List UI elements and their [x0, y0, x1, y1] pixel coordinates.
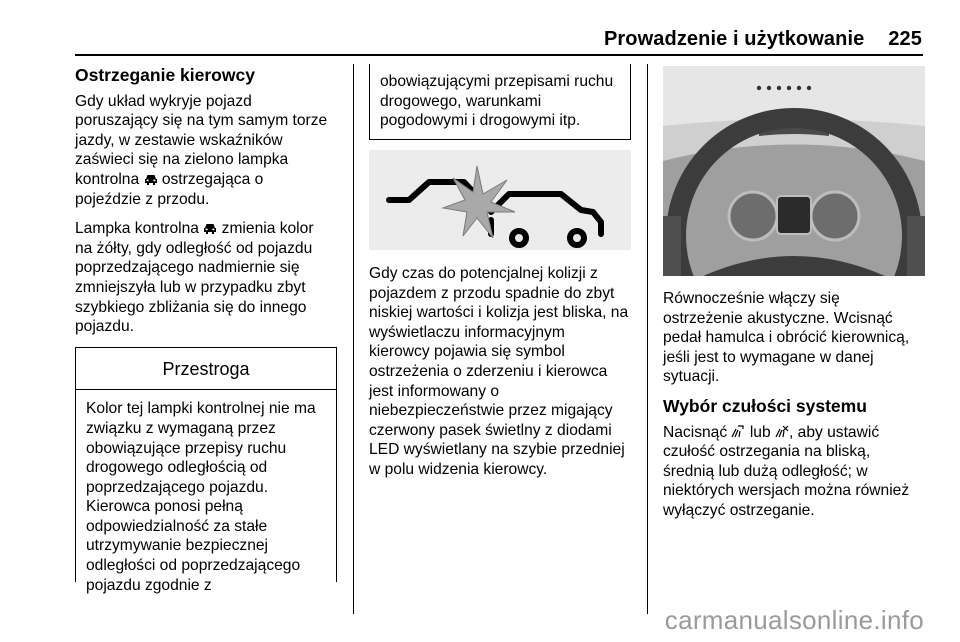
paragraph: [663, 423, 929, 521]
sensitivity-up-icon: [731, 425, 745, 439]
collision-illustration: [369, 150, 631, 250]
collision-graphic: [369, 150, 631, 250]
header-rule: [75, 54, 923, 56]
text-run: , aby ustawić czułość ostrzegania na bliską, średnią lub dużą odległość; w niektórych wersjach można również wyłączyć ostrzeganie.: [663, 423, 910, 519]
section-title: Prowadzenie i użytkowanie: [603, 28, 865, 50]
column-1: [75, 64, 337, 594]
section-heading: Ostrzeganie kierowcy: [75, 65, 255, 85]
text-run: Gdy układ wykryje pojazd poruszający się na tym samym torze jazdy, w zestawie wskaźników zaświeci się na zielono lampka kontrolna: [75, 92, 328, 188]
caution-box: [75, 347, 337, 594]
vehicle-ahead-icon: [144, 173, 158, 186]
text-run: Nacisnąć: [663, 423, 728, 441]
dashboard-graphic: [663, 66, 925, 276]
text-run: zmienia kolor na żółty, gdy odległość od pojazdu poprzedzającego nadmiernie się zmniejszyła lub w przypadku zbyt szybkiego zbliżania się do innego pojazdu.: [75, 220, 314, 336]
paragraph: Równocześnie włączy się ostrzeżenie akustyczne. Wcisnąć pedał hamulca i obrócić kierownicą, jeśli jest to wymagane w danej sytuacji.: [663, 290, 910, 386]
caution-body: Kolor tej lampki kontrolnej nie ma związku z wymaganą przez obowiązujące przepisy ruchu drogowego odległością od poprzedzającego pojazdu. Kierowca ponosi pełną odpowiedzialność za stałe utrzymywanie bezpiecznej odległości od poprzedzającego pojazdu zgodnie z: [86, 400, 316, 594]
column-2-text: [369, 264, 635, 490]
column-2: [369, 64, 631, 140]
vehicle-ahead-icon: [203, 222, 217, 235]
caution-box-continued: obowiązującymi przepisami ruchu drogowego, warunkami pogodowymi i drogowymi itp.: [369, 64, 631, 140]
watermark: carmanualsonline.info: [664, 605, 924, 635]
text-run: ostrzegająca o pojeździe z przodu.: [75, 170, 264, 208]
caution-title: Przestroga: [76, 348, 336, 391]
paragraph: Gdy czas do potencjalnej kolizji z pojazdem z przodu spadnie do zbyt niskiej wartości i kolizja jest bliska, na wyświetlaczu informacyjnym kierowcy pojawia się symbol ostrzeżenia o zderzeniu i kierowca jest informowany o niebezpieczeństwie przez migający czerwony pasek świetlny z diodami LED wyświetlany na szybie przedniej w polu widzenia kierowcy.: [369, 265, 629, 478]
section-heading: Wybór czułości systemu: [663, 395, 867, 416]
text-run: lub: [745, 423, 771, 441]
paragraph: [75, 92, 337, 210]
page-number: 225: [888, 28, 922, 50]
column-3: [663, 289, 929, 531]
dashboard-illustration: [663, 66, 925, 276]
column-divider-1: [353, 64, 354, 614]
column-divider-2: [647, 64, 648, 614]
sensitivity-down-icon: [775, 425, 789, 439]
paragraph: [75, 219, 337, 337]
text-run: Lampka kontrolna: [75, 220, 199, 238]
page-header: [604, 28, 922, 51]
